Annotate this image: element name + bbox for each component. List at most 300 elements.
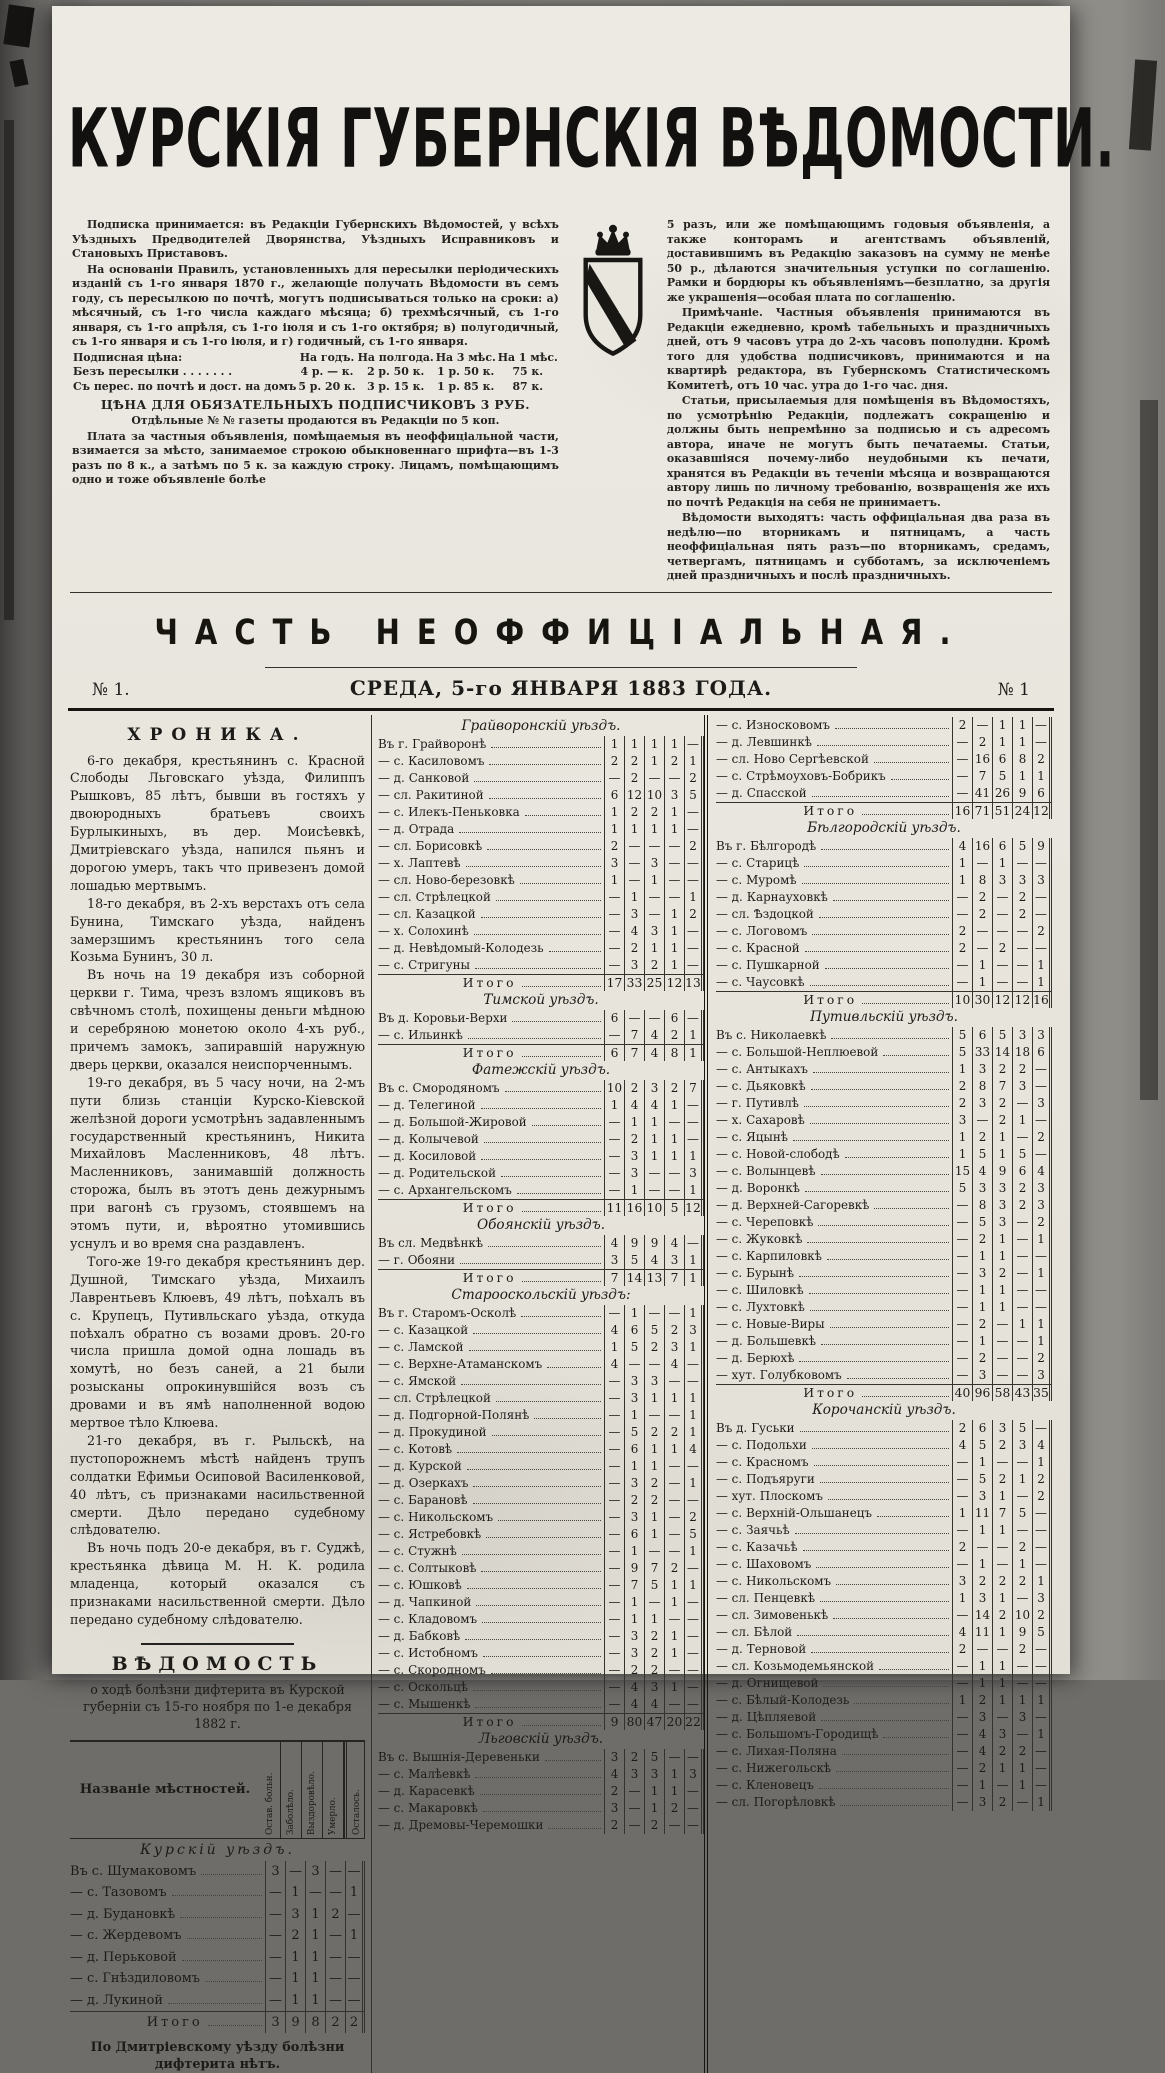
place-name: Зимовенькѣ bbox=[754, 1608, 828, 1622]
value-remain: 1 bbox=[345, 1925, 365, 1947]
newspaper-title: КУРСКІЯ ГУБЕРНСКІЯ ВѢДОМОСТИ. bbox=[68, 92, 1115, 186]
place-type-prefix: — д. bbox=[70, 1947, 99, 1968]
table-row: — д. Берюхѣ — 2 — — 2 bbox=[716, 1350, 1052, 1367]
place-name: Будановкѣ bbox=[103, 1907, 175, 1922]
place-type-prefix: — с. bbox=[70, 1968, 98, 1989]
dot-leader bbox=[820, 1601, 949, 1602]
table-row: — д. Родительской — 3 — — 3 bbox=[378, 1165, 704, 1182]
table-row: Въ с. Смородяномъ 10 2 3 2 7 bbox=[378, 1080, 704, 1097]
table-row: — с. Череповкѣ — 5 3 — 2 bbox=[716, 1214, 1052, 1231]
place-name: Верхне-Атаманскомъ bbox=[408, 1357, 542, 1371]
place-type-prefix: — сл. bbox=[378, 872, 412, 888]
value-died: 2 bbox=[325, 1904, 345, 1926]
table-row: — с. Заячьѣ — 1 1 — — bbox=[716, 1522, 1052, 1539]
table-row: — с. Истобномъ — 3 2 1 — bbox=[378, 1645, 704, 1662]
dot-leader bbox=[813, 1072, 949, 1073]
table-row: — с. Архангельскомъ — 1 — — 1 bbox=[378, 1182, 704, 1199]
dot-leader bbox=[487, 849, 601, 850]
value-remain: — bbox=[345, 1947, 365, 1969]
place-name: Шиловкѣ bbox=[746, 1283, 804, 1297]
place-name: Жуковкѣ bbox=[746, 1232, 802, 1246]
place-name: Нижегольскѣ bbox=[746, 1761, 831, 1775]
place-name: Коровьи-Верхи bbox=[413, 1011, 507, 1025]
column-header-recovered: Выздоровѣло. bbox=[302, 1742, 323, 1838]
dot-leader bbox=[467, 1469, 601, 1470]
place-name: Подгорной-Полянѣ bbox=[409, 1408, 530, 1422]
table-row: — д. Санковой — 2 — — 2 bbox=[378, 770, 704, 787]
table-row: — д. Цѣпляевой — 3 — 3 — bbox=[716, 1709, 1052, 1726]
table-row: — с. Ламской 1 5 2 3 1 bbox=[378, 1339, 704, 1356]
place-name: Цѣпляевой bbox=[747, 1710, 816, 1724]
price-header-cell: Подписная цѣна: bbox=[72, 351, 297, 366]
dot-leader bbox=[457, 1452, 601, 1453]
table-row: — с. Карпиловкѣ — 1 1 — — bbox=[716, 1248, 1052, 1265]
district-timsk bbox=[378, 991, 704, 1061]
table-row: — с. Шаховомъ — 1 — 1 — bbox=[716, 1556, 1052, 1573]
section-title: ЧАСТЬ НЕОФФИЦІАЛЬНАЯ. bbox=[154, 611, 967, 652]
dot-leader bbox=[480, 1794, 601, 1795]
dot-leader bbox=[812, 1448, 949, 1449]
value-recovered: 1 bbox=[305, 1904, 325, 1926]
total-label: Итого bbox=[147, 2012, 203, 2033]
table-total-row: Итого 11 16 10 5 12 bbox=[378, 1199, 704, 1216]
dot-leader bbox=[168, 2003, 262, 2004]
place-name: Большой-Жировой bbox=[409, 1115, 527, 1129]
place-type-prefix: — сл. bbox=[378, 889, 412, 905]
place-name: Стрѣлецкой bbox=[416, 890, 491, 904]
table-row: — с. Большомъ-Городищѣ — 4 3 — 1 bbox=[716, 1726, 1052, 1743]
dot-leader bbox=[473, 1333, 601, 1334]
dot-leader bbox=[797, 1635, 949, 1636]
column-right bbox=[704, 715, 1054, 2073]
kursk-coat-of-arms-icon bbox=[574, 220, 652, 378]
scan-artifact bbox=[1140, 400, 1158, 1100]
dot-leader bbox=[520, 883, 601, 884]
table-row: — с. Ильинкѣ — 7 4 2 1 bbox=[378, 1027, 704, 1044]
dot-leader bbox=[799, 1276, 949, 1277]
place-name: Лухтовкѣ bbox=[746, 1300, 805, 1314]
dot-leader bbox=[823, 1686, 949, 1687]
dot-leader bbox=[532, 1125, 601, 1126]
place-name: Лукиной bbox=[103, 1993, 163, 2008]
place-name: Архангельскомъ bbox=[408, 1183, 512, 1197]
chronicle-paragraph: 19-го декабря, въ 5 часу ночи, на 2-мъ пути близь станціи Курско-Кіевской желѣзной дороги усмотрѣнъ задавленнымъ государственный крестьянинъ, Никита Михайловъ Масленниковъ, 48 лѣтъ. Масленниковъ, занимавшій должность сторожа, былъ въ этотъ день дежурнымъ при вагонѣ съ грузомъ, стоявшемъ на этомъ пути, и, вѣроятно утомившись уснулъ и во время сна раздавленъ. bbox=[70, 1074, 365, 1253]
table-row: — д. Подгорной-Полянѣ — 1 — — 1 bbox=[378, 1407, 704, 1424]
place-name: Плоскомъ bbox=[760, 1489, 823, 1503]
dot-leader bbox=[208, 2025, 262, 2026]
place-name: Курской bbox=[409, 1459, 462, 1473]
dot-leader bbox=[465, 1639, 601, 1640]
place-name: Череповкѣ bbox=[746, 1215, 813, 1229]
table-row: Въ г. Грайворонѣ 1 1 1 1 — bbox=[378, 736, 704, 753]
dot-leader bbox=[481, 1571, 601, 1572]
dot-leader bbox=[814, 1465, 949, 1466]
district-heading: Курскій уѣздъ. bbox=[70, 1839, 365, 1861]
table-row: Въ с. Николаевкѣ 5 6 5 3 3 bbox=[716, 1027, 1052, 1044]
price-table bbox=[72, 351, 559, 395]
place-name: Прокудиной bbox=[409, 1425, 487, 1439]
table-row: — с. Никольскомъ 3 2 2 2 1 bbox=[716, 1573, 1052, 1590]
dot-leader bbox=[845, 1157, 949, 1158]
place-name: Износковомъ bbox=[746, 718, 830, 732]
place-name: Старомъ-Осколѣ bbox=[412, 1306, 516, 1320]
place-name: Огнищевой bbox=[747, 1676, 819, 1690]
place-name: Ново Сергѣевской bbox=[754, 752, 869, 766]
place-name: Родительской bbox=[409, 1166, 496, 1180]
table-row: — с. Дьяковкѣ 2 8 7 3 — bbox=[716, 1078, 1052, 1095]
district-heading: Старооскольскій уѣздъ: bbox=[378, 1286, 704, 1305]
price-header-cell: На 3 мѣс. bbox=[435, 351, 497, 366]
table-row: — д. Невѣдомый-Колодезь — 2 1 1 — bbox=[378, 940, 704, 957]
issue-number-right: № 1 bbox=[810, 680, 1030, 700]
table-row: — сл. Ново-березовкѣ 1 — 1 — — bbox=[378, 872, 704, 889]
place-name: Козьмодемьянской bbox=[754, 1659, 874, 1673]
value-remaining-sick: — bbox=[265, 1990, 285, 2012]
table-row: Въ д. Гуськи 2 6 3 5 — bbox=[716, 1420, 1052, 1437]
place-type-prefix: — сл. bbox=[378, 906, 412, 922]
divider-rule bbox=[70, 592, 1052, 593]
dot-leader bbox=[799, 1361, 949, 1362]
place-name: Малѣевкѣ bbox=[408, 1767, 470, 1781]
chronicle-paragraph: 21-го декабря, въ г. Рыльскѣ, на пустопорожнемъ мѣстѣ найденъ трупъ солдатки Ефимьи Осиповой Василенковой, 40 лѣтъ, съ признаками насильственной смерти. Дѣло передано судебному слѣдователю. bbox=[70, 1432, 365, 1539]
place-type-prefix: — д. bbox=[378, 770, 405, 786]
dot-leader bbox=[498, 1520, 601, 1521]
place-name: Ястребовкѣ bbox=[408, 1527, 481, 1541]
table-header-row bbox=[70, 1742, 365, 1839]
dot-leader bbox=[460, 1263, 601, 1264]
value-remaining-sick: — bbox=[265, 1925, 285, 1947]
table-row: — с. Верхне-Атаманскомъ 4 — — 4 — bbox=[378, 1356, 704, 1373]
place-name: Гнѣздиловомъ bbox=[102, 1971, 200, 1986]
place-name: Грайворонѣ bbox=[412, 737, 486, 751]
district-heading: Бѣлгородскій уѣздъ. bbox=[716, 819, 1052, 838]
table-row: — с. Казацкой 4 6 5 2 3 bbox=[378, 1322, 704, 1339]
table-row: — д. Колычевой — 2 1 1 — bbox=[378, 1131, 704, 1148]
dot-leader bbox=[812, 934, 949, 935]
table-row: — с. Красномъ — 1 — — 1 bbox=[716, 1454, 1052, 1471]
dot-leader bbox=[172, 1895, 262, 1896]
table-row: — х. Лаптевѣ 3 — 3 — — bbox=[378, 855, 704, 872]
value-died: — bbox=[325, 1861, 345, 1883]
column-header-died: Умерло. bbox=[323, 1742, 344, 1838]
place-name: Дремовы-Черемошки bbox=[409, 1818, 544, 1832]
district-heading: Обоянскій уѣздъ. bbox=[378, 1216, 704, 1235]
dot-leader bbox=[833, 1618, 949, 1619]
dot-leader bbox=[512, 1021, 601, 1022]
place-name: Бурынѣ bbox=[746, 1266, 794, 1280]
place-name: Борисовкѣ bbox=[416, 839, 483, 853]
place-name: Скородномъ bbox=[408, 1663, 486, 1677]
dot-leader bbox=[804, 866, 949, 867]
table-row: — д. Терновой 2 — — 2 — bbox=[716, 1641, 1052, 1658]
dot-leader bbox=[847, 1378, 949, 1379]
value-recovered: 1 bbox=[305, 1968, 325, 1990]
place-name: Большомъ-Городищѣ bbox=[746, 1727, 878, 1741]
value-fell-ill: 1 bbox=[285, 1947, 305, 1969]
diphtheria-table-kursk bbox=[70, 1740, 365, 2033]
place-name: Истобномъ bbox=[408, 1646, 478, 1660]
place-name: Волынцевѣ bbox=[746, 1164, 815, 1178]
dot-leader bbox=[517, 1193, 601, 1194]
table-row: — с. Подъяруги — 5 2 1 2 bbox=[716, 1471, 1052, 1488]
place-name: Перьковой bbox=[103, 1950, 177, 1965]
dot-leader bbox=[492, 1435, 601, 1436]
subscription-paragraph: Плата за частныя объявленія, помѣщаемыя въ неоффиціальной части, взимается за мѣсто, занимаемое строкою обыкновеннаго шрифта—въ 1-3 разъ по 8 к., а затѣмъ по 5 к. за каждую строку. Лицамъ, помѣщающимъ одно и тоже объявленіе болѣе bbox=[72, 430, 559, 488]
place-name: Яцынѣ bbox=[746, 1130, 788, 1144]
table-row: — с. Оскольцѣ — 4 3 1 — bbox=[378, 1679, 704, 1696]
table-row: — с. Кладовомъ — 1 1 — — bbox=[378, 1611, 704, 1628]
dateline bbox=[68, 668, 1054, 706]
place-name: Мышенкѣ bbox=[408, 1697, 470, 1711]
table-row: — д. Косиловой — 3 1 1 1 bbox=[378, 1148, 704, 1165]
dot-leader bbox=[836, 1771, 949, 1772]
place-name: Логовомъ bbox=[746, 924, 807, 938]
value-remaining-sick: — bbox=[265, 1947, 285, 1969]
chronicle-paragraph: 18-го декабря, въ 2-хъ верстахъ отъ села Бунина, Тимскаго уѣзда, найденъ замерзшимъ крестьянинъ того села Козьма Бунинъ, 30 л. bbox=[70, 895, 365, 967]
dot-leader bbox=[879, 1669, 949, 1670]
dot-leader bbox=[459, 832, 601, 833]
dot-leader bbox=[205, 1981, 262, 1982]
value-fell-ill: 3 bbox=[285, 1904, 305, 1926]
dot-leader bbox=[809, 1293, 949, 1294]
masthead bbox=[68, 6, 1054, 216]
place-name: Казацкой bbox=[408, 1323, 468, 1337]
dot-leader bbox=[496, 1401, 601, 1402]
place-type-prefix: Въ с. bbox=[70, 1861, 103, 1882]
place-name: Лихая-Поляна bbox=[746, 1744, 837, 1758]
table-row: Въ г. Старомъ-Осколѣ — 1 — — 1 bbox=[378, 1305, 704, 1322]
dot-leader bbox=[874, 762, 949, 763]
table-total-row: Итого 10 30 12 12 16 bbox=[716, 991, 1052, 1008]
table-row: — с. Подольхи 4 5 2 3 4 bbox=[716, 1437, 1052, 1454]
place-name: Терновой bbox=[747, 1642, 806, 1656]
district-korocha bbox=[716, 1401, 1052, 1811]
place-name: Гуськи bbox=[751, 1421, 794, 1435]
table-row: — х. Солохинѣ — 4 3 1 — bbox=[378, 923, 704, 940]
table-row: — с. Волынцевѣ 15 4 9 6 4 bbox=[716, 1163, 1052, 1180]
dot-leader bbox=[819, 917, 949, 918]
table-row: — сл. Пенцевкѣ 1 3 1 — 3 bbox=[716, 1590, 1052, 1607]
place-name: Санковой bbox=[409, 771, 469, 785]
table-row: — с. Муромѣ 1 8 3 3 3 bbox=[716, 872, 1052, 889]
value-died: — bbox=[325, 1968, 345, 1990]
district-lgov bbox=[378, 1730, 704, 1834]
dot-leader bbox=[491, 747, 601, 748]
table-row: — сл. Стрѣлецкой — 1 — — 1 bbox=[378, 889, 704, 906]
place-type-prefix: — х. bbox=[378, 923, 404, 939]
dot-leader bbox=[483, 1811, 601, 1812]
table-row bbox=[70, 1925, 365, 1947]
value-remaining-sick: — bbox=[265, 1904, 285, 1926]
table-row: — с. Ястребовкѣ — 6 1 — 5 bbox=[378, 1526, 704, 1543]
place-type-prefix: — д. bbox=[70, 1904, 99, 1925]
place-name: Солтыковѣ bbox=[408, 1561, 476, 1575]
value-remaining-sick: 3 bbox=[265, 1861, 285, 1883]
dot-leader bbox=[835, 728, 949, 729]
issue-date: СРЕДА, 5-го ЯНВАРЯ 1883 ГОДА. bbox=[312, 676, 810, 700]
table-row: — д. Большой-Жировой — 1 1 — — bbox=[378, 1114, 704, 1131]
table-row: — с. Мышенкѣ — 4 4 — — bbox=[378, 1696, 704, 1713]
table-row: — сл. Ѣздоцкой — 2 — 2 — bbox=[716, 906, 1052, 923]
value-remaining-sick: — bbox=[265, 1882, 285, 1904]
dot-leader bbox=[473, 1690, 601, 1691]
name-column-header: Названіе мѣстностей. bbox=[70, 1742, 260, 1838]
value-remaining-sick: — bbox=[265, 1968, 285, 1990]
district-belgorod bbox=[716, 819, 1052, 1008]
dot-leader bbox=[805, 1191, 949, 1192]
place-name: Касиловомъ bbox=[408, 754, 484, 768]
table-row: — с. Кленовецъ — 1 — 1 — bbox=[716, 1777, 1052, 1794]
column-header-remain: Осталось. bbox=[344, 1742, 365, 1838]
dot-leader bbox=[825, 968, 949, 969]
table-row: — с. Старицѣ 1 — 1 — — bbox=[716, 855, 1052, 872]
table-total-row: Итого 9 80 47 20 22 bbox=[378, 1713, 704, 1730]
place-name: Обояни bbox=[408, 1253, 455, 1267]
place-name: Большой-Неплюевой bbox=[746, 1045, 878, 1059]
dot-leader bbox=[182, 1960, 262, 1961]
dot-leader bbox=[187, 1938, 263, 1939]
value-died: — bbox=[325, 1882, 345, 1904]
dot-leader bbox=[821, 1720, 949, 1721]
price-cell: 75 к. bbox=[497, 365, 559, 380]
district-putivl bbox=[716, 1008, 1052, 1401]
table-row: — с. Казачьѣ 2 — — 2 — bbox=[716, 1539, 1052, 1556]
table-row bbox=[70, 1947, 365, 1969]
table-total-row: Итого 6 7 4 8 1 bbox=[378, 1044, 704, 1061]
place-name: Бѣлый-Колодезь bbox=[746, 1693, 849, 1707]
price-cell: 87 к. bbox=[497, 380, 559, 395]
value-recovered: 1 bbox=[305, 1925, 325, 1947]
price-cell: 5 р. 20 к. bbox=[297, 380, 356, 395]
dot-leader bbox=[818, 1225, 949, 1226]
table-row: — сл. Зимовенькѣ — 14 2 10 2 bbox=[716, 1607, 1052, 1624]
place-type-prefix: — сл. bbox=[378, 838, 412, 854]
table-row: — сл. Борисовкѣ 2 — — — 2 bbox=[378, 838, 704, 855]
table-row: — д. Огнищевой — 1 1 — — bbox=[716, 1675, 1052, 1692]
table-row bbox=[70, 1904, 365, 1926]
place-name: Подольхи bbox=[746, 1438, 807, 1452]
place-name: Большевкѣ bbox=[747, 1334, 816, 1348]
place-name: Кладовомъ bbox=[408, 1612, 477, 1626]
table-row: — д. Карнауховкѣ — 2 — 2 — bbox=[716, 889, 1052, 906]
table-row: — с. Никольскомъ — 3 1 — 2 bbox=[378, 1509, 704, 1526]
dot-leader bbox=[816, 1567, 949, 1568]
table-row: — с. Чаусовкѣ — 1 — — 1 bbox=[716, 974, 1052, 991]
dot-leader bbox=[475, 1707, 601, 1708]
subscription-paragraph: На основаніи Правилъ, установленныхъ для пересылки періодическихъ изданій съ 1-го января 1870 г., желающіе получать Вѣдомости въ семъ году, съ пересылкою по почтѣ, могутъ подписываться только на сроки: а) мѣсячный, съ 1-го числа каждаго мѣсяца; б) трехмѣсячный, съ 1-го января, съ 1-го апрѣля, съ 1-го іюля и съ 1-го октября; в) полугодичный, съ 1-го января и съ 1-го іюля, и г) годичный, съ 1-го января. bbox=[72, 263, 559, 350]
table-row: — хут. Плоскомъ — 3 1 — 2 bbox=[716, 1488, 1052, 1505]
district-graivoron bbox=[378, 717, 704, 991]
table-row: — с. Котовѣ — 6 1 1 4 bbox=[378, 1441, 704, 1458]
place-name: Красной bbox=[746, 941, 800, 955]
table-row: — д. Дремовы-Черемошки 2 — 2 — — bbox=[378, 1817, 704, 1834]
place-name: Ильинкѣ bbox=[408, 1028, 463, 1042]
dot-leader bbox=[803, 1550, 950, 1551]
scan-artifact bbox=[1129, 59, 1157, 150]
place-name: Казачьѣ bbox=[746, 1540, 797, 1554]
table-row bbox=[70, 1861, 365, 1883]
district-heading: Льговскій уѣздъ. bbox=[378, 1730, 704, 1749]
price-cell: Безъ пересылки . . . . . . . bbox=[72, 365, 297, 380]
place-name: Спасской bbox=[747, 786, 807, 800]
dot-leader bbox=[877, 1516, 949, 1517]
value-recovered: 1 bbox=[305, 1990, 325, 2012]
table-row: — сл. Погорѣловкѣ — 3 2 — 1 bbox=[716, 1794, 1052, 1811]
vedomost-subtitle: о ходѣ болѣзни дифтерита въ Курской губерніи съ 15-го ноября по 1-е декабря 1882 г. bbox=[72, 1681, 363, 1732]
place-name: Лаптевѣ bbox=[408, 856, 460, 870]
place-name: Смородяномъ bbox=[413, 1081, 500, 1095]
coat-of-arms bbox=[567, 218, 659, 585]
table-row: — сл. Ракитиной 6 12 10 3 5 bbox=[378, 787, 704, 804]
dot-leader bbox=[805, 951, 949, 952]
place-name: Озеркахъ bbox=[409, 1476, 469, 1490]
place-name: Бабковѣ bbox=[409, 1629, 460, 1643]
subscription-paragraph: Подписка принимается: въ Редакціи Губернскихъ Вѣдомостей, у всѣхъ Уѣздныхъ Предводителей Дворянства, Уѣздныхъ Исправниковъ и Становыхъ Приставовъ. bbox=[72, 218, 559, 262]
place-name: Оскольцѣ bbox=[408, 1680, 468, 1694]
subscription-left-column bbox=[72, 218, 559, 585]
dot-leader bbox=[883, 1055, 949, 1056]
table-total-row: Итого 40 96 58 43 35 bbox=[716, 1384, 1052, 1401]
place-name: Стригуны bbox=[408, 958, 470, 972]
place-name: Колычевой bbox=[409, 1132, 479, 1146]
value-remain: — bbox=[345, 1990, 365, 2012]
price-cell: 1 р. 50 к. bbox=[435, 365, 497, 380]
price-cell: 2 р. 50 к. bbox=[357, 365, 435, 380]
dot-leader bbox=[802, 883, 950, 884]
value-died: — bbox=[325, 1990, 345, 2012]
place-name: Макаровкѣ bbox=[408, 1801, 478, 1815]
dot-leader bbox=[481, 1159, 601, 1160]
price-header-cell: На годъ. bbox=[297, 351, 356, 366]
table-row: — с. Барановѣ — 2 2 — — bbox=[378, 1492, 704, 1509]
place-name: Чаусовкѣ bbox=[746, 975, 804, 989]
place-name: Антыкахъ bbox=[746, 1062, 808, 1076]
value-fell-ill: 2 bbox=[285, 1925, 305, 1947]
table-total-row: Итого 16 71 51 24 12 bbox=[716, 802, 1052, 819]
table-row: — с. Бѣлый-Колодезь 1 2 1 1 1 bbox=[716, 1692, 1052, 1709]
district-heading: Тимской уѣздъ. bbox=[378, 991, 704, 1010]
dot-leader bbox=[473, 1486, 601, 1487]
place-name: Сахаровѣ bbox=[746, 1113, 805, 1127]
table-total-row: Итого 3 9 8 2 2 bbox=[70, 2011, 365, 2033]
chronicle-paragraph: 6-го декабря, крестьянинъ с. Красной Слободы Льговскаго уѣзда, Филиппъ Рышковъ, 85 лѣтъ, бывши въ гостяхъ у двоюродныхъ братьевъ своихъ Бурлыкиныхъ, въ дер. Моисѣевкѣ, Дмитріевскаго уѣзда, напился пьянъ и дорогою умеръ, такъ что привезенъ домой лошадью мертвымъ. bbox=[70, 752, 365, 895]
dmitriev-note: По Дмитріевскому уѣзду болѣзни дифтерита нѣтъ. bbox=[70, 2039, 365, 2073]
place-name: Верхней-Сагоревкѣ bbox=[747, 1198, 870, 1212]
table-row: — сл. Ново Сергѣевской — 16 6 8 2 bbox=[716, 751, 1052, 768]
price-cell: Съ перес. по почтѣ и дост. на домъ bbox=[72, 380, 297, 395]
place-name: Воронкѣ bbox=[747, 1181, 800, 1195]
place-type-prefix: — с. bbox=[70, 1882, 98, 1903]
table-row: — д. Телегиной 1 4 4 1 — bbox=[378, 1097, 704, 1114]
value-recovered: 1 bbox=[305, 1947, 325, 1969]
table-row: — с. Большой-Неплюевой 5 33 14 18 6 bbox=[716, 1044, 1052, 1061]
table-row: — с. Нижегольскѣ — 2 1 1 — bbox=[716, 1760, 1052, 1777]
dot-leader bbox=[481, 1108, 601, 1109]
table-row: — д. Верхней-Сагоревкѣ — 8 3 2 3 bbox=[716, 1197, 1052, 1214]
table-row: — д. Прокудиной — 5 2 2 1 bbox=[378, 1424, 704, 1441]
value-recovered: — bbox=[305, 1882, 325, 1904]
table-row: — д. Отрада 1 1 1 1 — bbox=[378, 821, 704, 838]
table-total-row: Итого 7 14 13 7 1 bbox=[378, 1269, 704, 1286]
dot-leader bbox=[883, 1737, 949, 1738]
subscription-paragraph: Статьи, присылаемыя для помѣщенія въ Вѣдомостяхъ, по усмотрѣнію Редакціи, подлежатъ сокращенію и должны быть непремѣнно за подписью и съ адресомъ автора, иначе не могутъ быть печатаемы. Статьи, оказавшіяся почему-либо неудобными къ печати, хранятся въ Редакціи въ теченіи мѣсяца и возвращаются автору лишь по личному требованію, возвращенія же ихъ по почтѣ Редакція на себя не принимаетъ. bbox=[667, 394, 1050, 510]
section-header bbox=[68, 615, 1054, 659]
dot-leader bbox=[831, 1038, 949, 1039]
place-type-prefix: — с. bbox=[378, 753, 404, 769]
place-name: Стрѣлецкой bbox=[416, 1391, 491, 1405]
table-row: — с. Антыкахъ 1 3 2 2 — bbox=[716, 1061, 1052, 1078]
table-row: — с. Стужнѣ — 1 — — 1 bbox=[378, 1543, 704, 1560]
